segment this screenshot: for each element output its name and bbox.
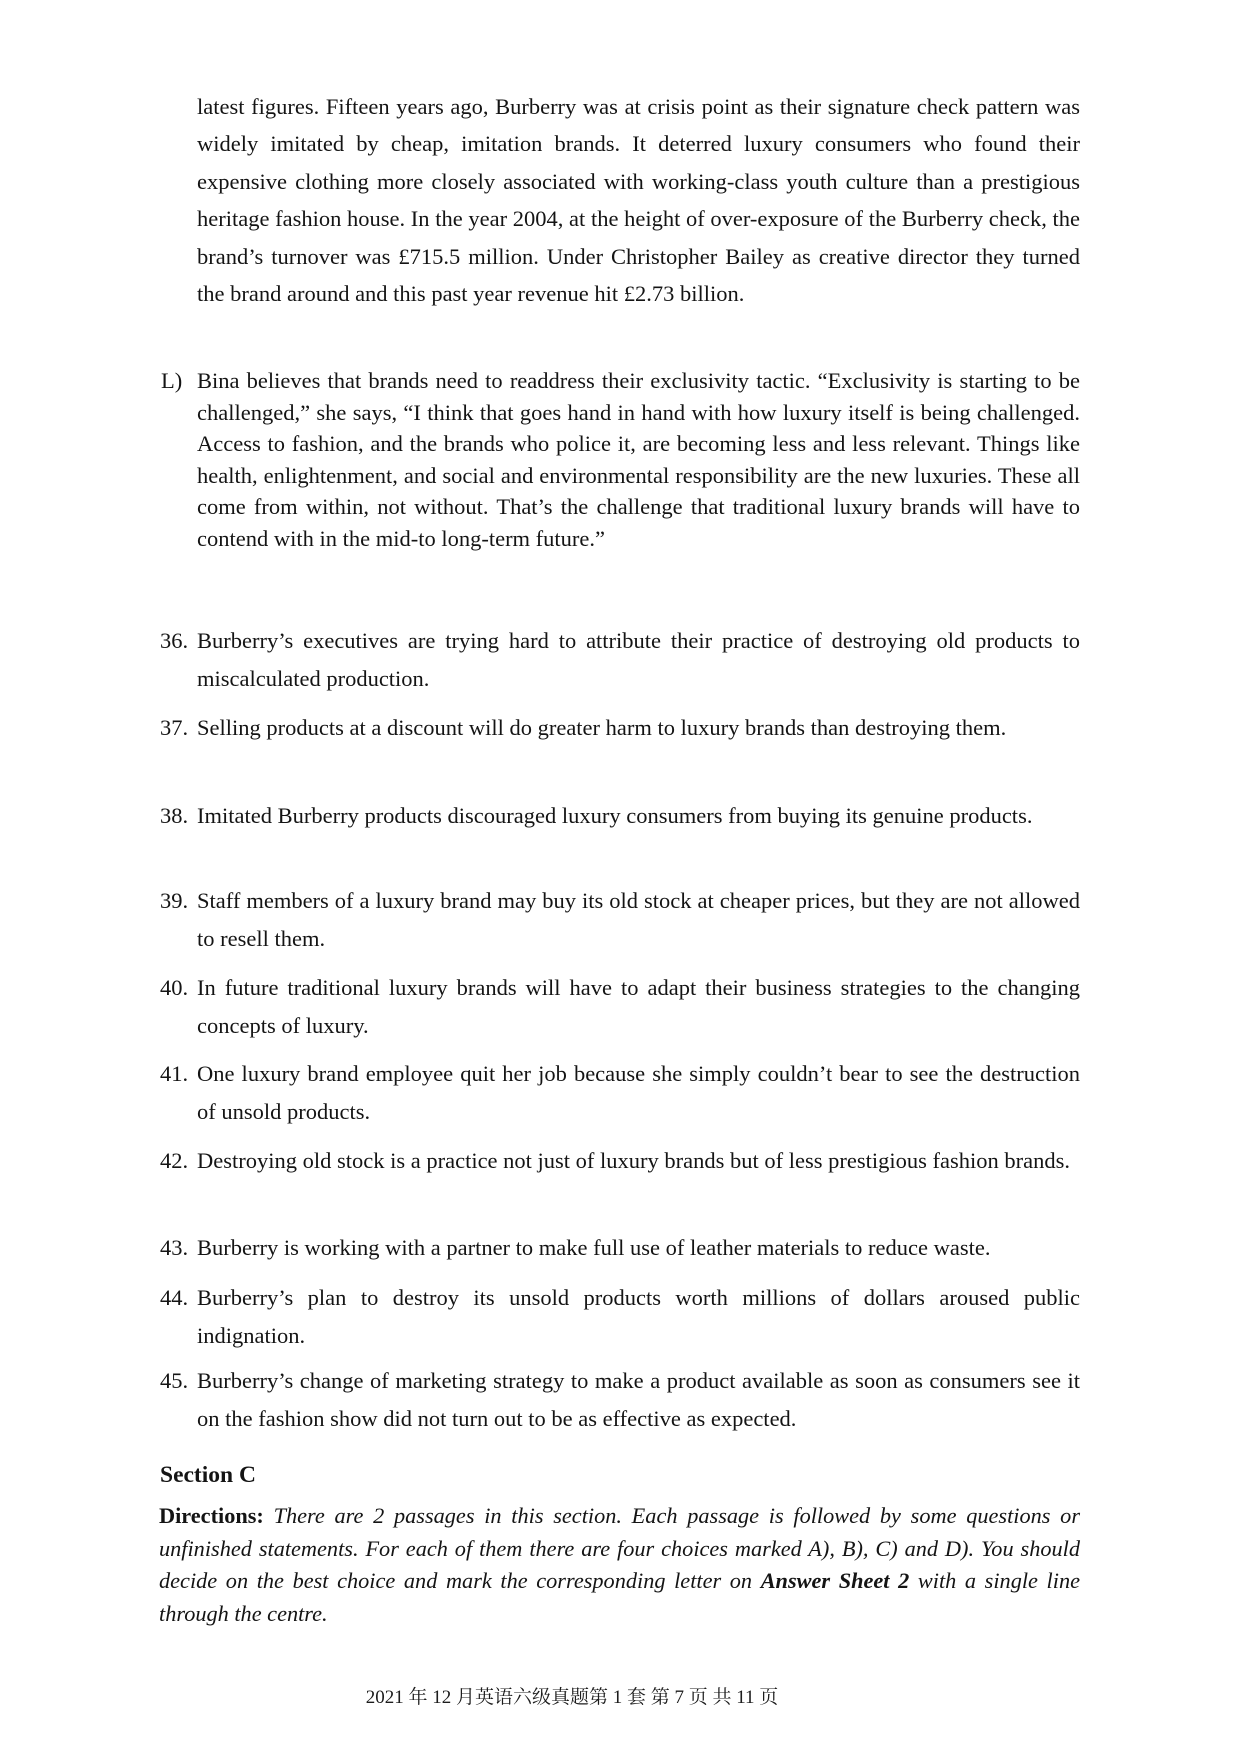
question-37-text: Selling products at a discount will do greater harm to luxury brands than destroying them. [197, 715, 1007, 740]
question-41-number: 41. [160, 1061, 189, 1086]
question-43-text: Burberry is working with a partner to make full use of leather materials to reduce waste. [197, 1235, 991, 1260]
passage-paragraph-k-continuation: latest figures. Fifteen years ago, Burberry was at crisis point as their signature check pattern was widely imitated by cheap, imitation brands. It deterred luxury consumers who found their expensive clothing more closely associated with working-class youth culture than a prestigious heritage fashion house. In the year 2004, at the height of over-exposure of the Burberry check, the brand’s turnover was £715.5 million. Under Christopher Bailey as creative director they turned the brand around and this past year revenue hit £2.73 billion. [197, 94, 1080, 307]
question-45 [160, 1362, 1080, 1438]
question-39-number: 39. [160, 888, 189, 913]
question-40-number: 40. [160, 975, 189, 1000]
question-40 [160, 969, 1080, 1045]
question-44-number: 44. [160, 1285, 189, 1310]
question-41 [160, 1055, 1080, 1131]
question-42-text: Destroying old stock is a practice not just of luxury brands but of less prestigious fashion brands. [197, 1148, 1070, 1173]
section-c-directions [159, 1500, 1080, 1630]
directions-text: There are 2 passages in this section. Each passage is followed by some questions or unfinished statements. For each of them there are four choices marked A), B), C) and D). You should decide on the best choice and mark the corresponding letter on [159, 1503, 1080, 1594]
directions-answer-sheet-ref: Answer Sheet 2 [760, 1568, 910, 1594]
question-36 [160, 622, 1080, 698]
paragraph-l-text: Bina believes that brands need to readdress their exclusivity tactic. “Exclusivity is starting to be challenged,” she says, “I think that goes hand in hand with how luxury itself is being challenged. Access to fashion, and the brands who police it, are becoming less and less relevant. Things like health, enlightenment, and social and environmental responsibility are the new luxuries. These all come from within, not without. That’s the challenge that traditional luxury brands will have to contend with in the mid-to long-term future.” [197, 368, 1080, 551]
page-footer: 2021 年 12 月英语六级真题第 1 套 第 7 页 共 11 页 [365, 1687, 779, 1708]
question-43-number: 43. [160, 1235, 189, 1260]
question-45-number: 45. [160, 1368, 189, 1393]
paragraph-l-marker: L) [161, 368, 183, 393]
question-39 [160, 882, 1080, 958]
directions-text-end: with a single line through the centre. [159, 1568, 1080, 1626]
question-38-number: 38. [160, 803, 189, 828]
question-37 [160, 709, 1080, 747]
question-43 [160, 1229, 1080, 1267]
directions-label: Directions: [159, 1503, 264, 1528]
question-38 [160, 797, 1080, 835]
question-42-number: 42. [160, 1148, 189, 1173]
question-40-text: In future traditional luxury brands will have to adapt their business strategies to the changing concepts of luxury. [197, 975, 1080, 1038]
question-38-text: Imitated Burberry products discouraged luxury consumers from buying its genuine products. [197, 803, 1033, 828]
question-36-number: 36. [160, 628, 189, 653]
question-45-text: Burberry’s change of marketing strategy to make a product available as soon as consumers see it on the fashion show did not turn out to be as effective as expected. [197, 1368, 1080, 1431]
question-36-text: Burberry’s executives are trying hard to attribute their practice of destroying old products to miscalculated production. [197, 628, 1080, 691]
question-42 [160, 1142, 1080, 1180]
question-44 [160, 1279, 1080, 1355]
question-39-text: Staff members of a luxury brand may buy its old stock at cheaper prices, but they are not allowed to resell them. [197, 888, 1080, 951]
passage-paragraph-l [161, 365, 1080, 555]
question-44-text: Burberry’s plan to destroy its unsold products worth millions of dollars aroused public indignation. [197, 1285, 1080, 1348]
question-37-number: 37. [160, 715, 189, 740]
question-41-text: One luxury brand employee quit her job because she simply couldn’t bear to see the destruction of unsold products. [197, 1061, 1080, 1124]
section-c-heading: Section C [160, 1462, 256, 1488]
